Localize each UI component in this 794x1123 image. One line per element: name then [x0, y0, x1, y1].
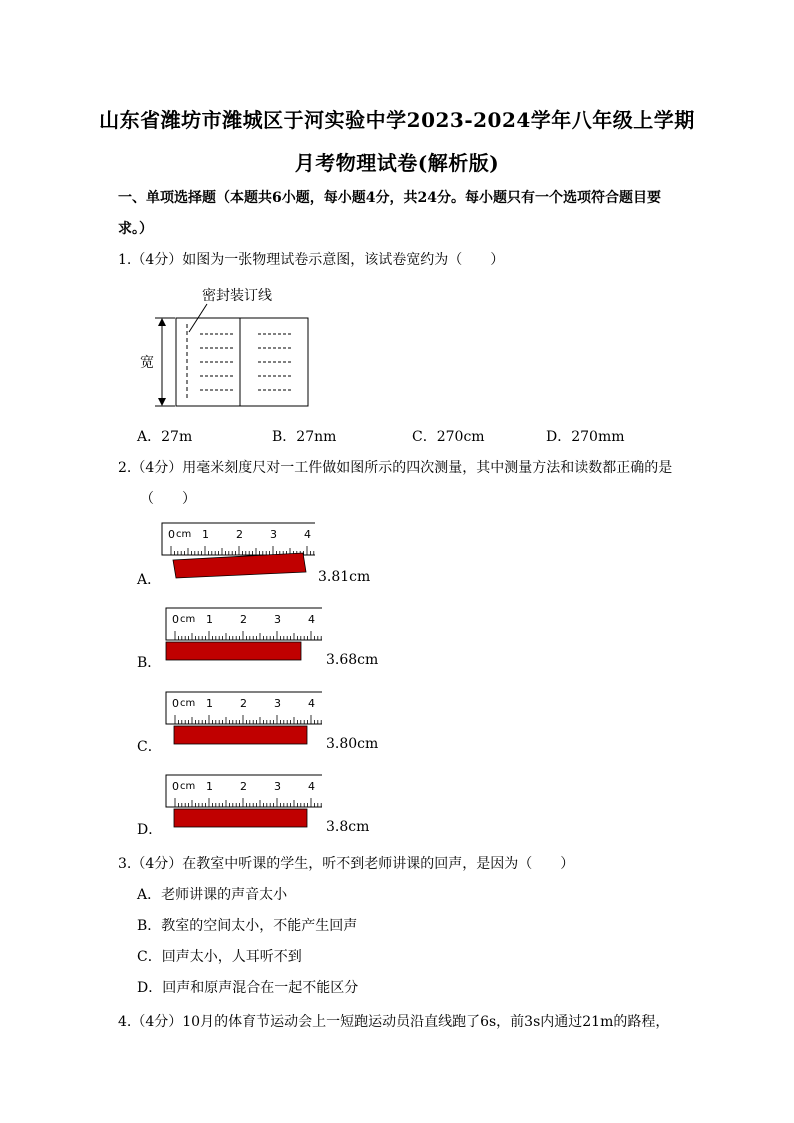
ruler-number: 3 [270, 528, 277, 541]
q2-option-d-letter: D． [137, 822, 163, 838]
question-2-text-line2: （ ） [140, 491, 196, 507]
q2-option-b-reading: 3.68cm [326, 652, 379, 668]
ruler-number: 1 [206, 613, 213, 626]
ruler-number: 4 [308, 613, 315, 626]
q2-option-b-letter: B． [137, 655, 162, 671]
q1-option-a: A．27m [137, 429, 193, 445]
seal-line-label: 密封装订线 [202, 288, 272, 304]
question-4-text: 4.（4分）10月的体育节运动会上一短跑运动员沿直线跑了6s，前3s内通过21m的路程， [118, 1014, 670, 1030]
ruler-unit: cm [180, 614, 196, 625]
ruler-number: 3 [274, 697, 281, 710]
q2-option-c-letter: C． [137, 739, 162, 755]
ruler-number: 3 [274, 780, 281, 793]
q3-option-b: B．教室的空间太小，不能产生回声 [137, 918, 358, 934]
ruler-number: 4 [304, 528, 311, 541]
ruler-number: 0 [168, 528, 175, 541]
q1-option-b: B．27nm [272, 429, 337, 445]
width-label: 宽 [140, 355, 154, 371]
ruler-number: 2 [240, 697, 247, 710]
ruler-number: 0 [172, 697, 179, 710]
q1-option-c: C．270cm [412, 429, 485, 445]
ruler-figure-b [164, 605, 326, 665]
question-2-text-line1: 2.（4分）用毫米刻度尺对一工件做如图所示的四次测量，其中测量方法和读数都正确的是 [118, 460, 673, 476]
ruler-number: 1 [206, 780, 213, 793]
ruler-number: 2 [236, 528, 243, 541]
ruler-unit: cm [180, 698, 196, 709]
ruler-figure-a [160, 520, 320, 580]
workpiece [173, 553, 306, 578]
q2-option-a-letter: A． [137, 572, 162, 588]
exam-paper-figure [135, 280, 315, 410]
workpiece [174, 809, 307, 827]
q2-option-d-reading: 3.8cm [326, 819, 370, 835]
ruler-number: 4 [308, 780, 315, 793]
q3-option-d: D．回声和原声混合在一起不能区分 [137, 980, 359, 996]
workpiece [174, 726, 307, 744]
ruler-number: 3 [274, 613, 281, 626]
q1-option-d: D．270mm [546, 429, 625, 445]
ruler-number: 2 [240, 613, 247, 626]
ruler-figure-d [164, 772, 326, 832]
q3-option-c: C．回声太小，人耳听不到 [137, 949, 302, 965]
page-title-line1: 山东省潍坊市潍城区于河实验中学2023-2024学年八年级上学期 [99, 108, 695, 132]
ruler-unit: cm [176, 529, 192, 540]
page-title-line2: 月考物理试卷(解析版) [294, 151, 500, 175]
q2-option-c-reading: 3.80cm [326, 736, 379, 752]
ruler-figure-c [164, 689, 326, 749]
ruler-number: 0 [172, 613, 179, 626]
ruler-number: 4 [308, 697, 315, 710]
ruler-number: 1 [206, 697, 213, 710]
section-heading-line1: 一、单项选择题（本题共6小题，每小题4分，共24分。每小题只有一个选项符合题目要 [118, 190, 661, 206]
q2-option-a-reading: 3.81cm [318, 569, 371, 585]
ruler-unit: cm [180, 781, 196, 792]
section-heading-line2: 求。） [118, 221, 153, 237]
ruler-number: 0 [172, 780, 179, 793]
question-3-text: 3.（4分）在教室中听课的学生，听不到老师讲课的回声，是因为（ ） [118, 856, 575, 872]
q3-option-a: A．老师讲课的声音太小 [137, 887, 288, 903]
ruler-number: 2 [240, 780, 247, 793]
ruler-number: 1 [202, 528, 209, 541]
workpiece [166, 642, 301, 660]
question-1-text: 1.（4分）如图为一张物理试卷示意图，该试卷宽约为（ ） [118, 252, 505, 268]
